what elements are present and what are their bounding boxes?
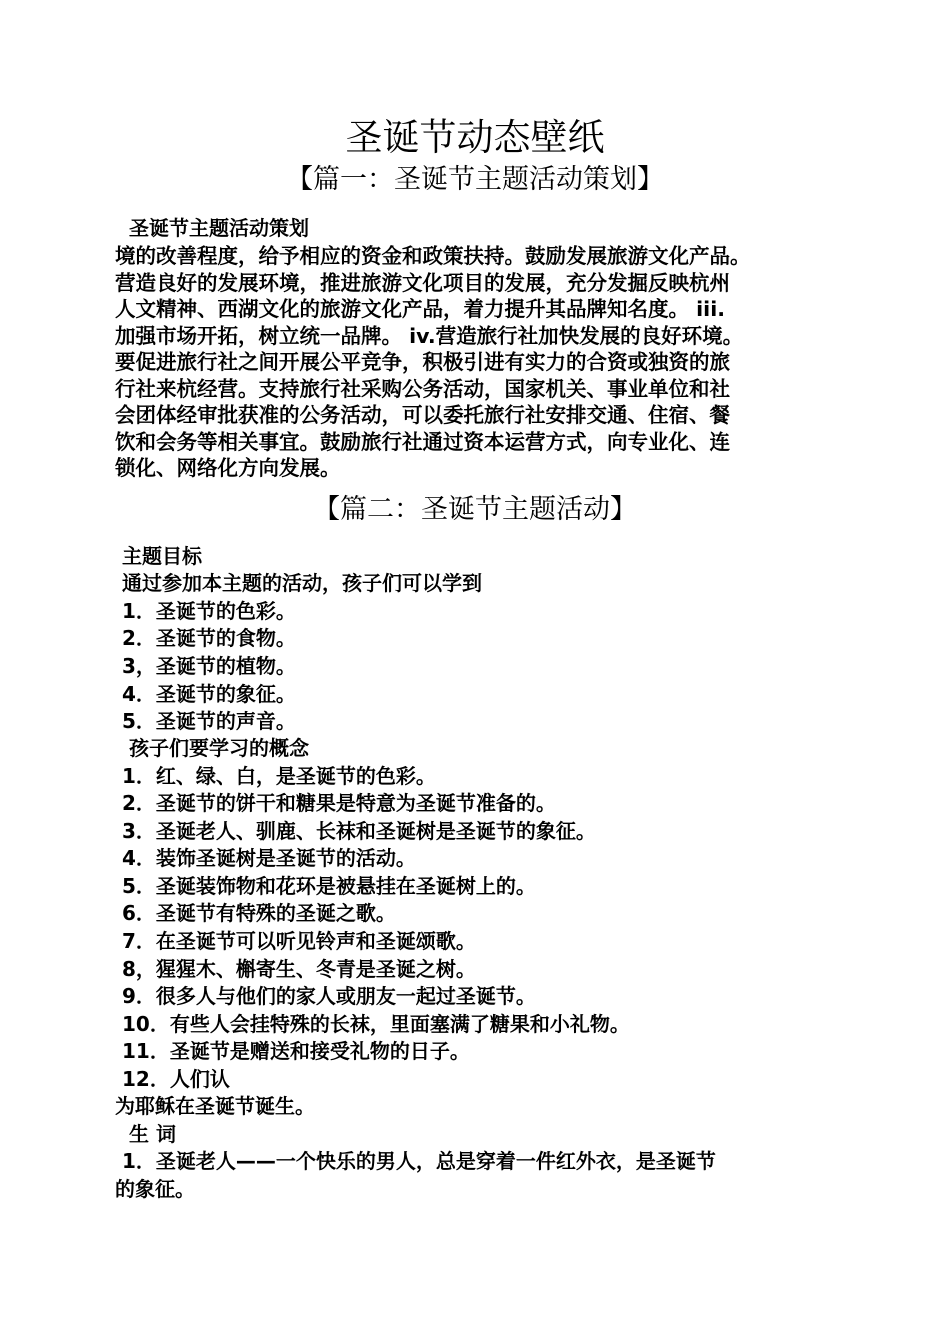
concept-item: 9．很多人与他们的家人或朋友一起过圣诞节。 xyxy=(122,984,536,1008)
concept-item: 8，猩猩木、槲寄生、冬青是圣诞之树。 xyxy=(122,957,476,981)
vocab-item-continuation: 的象征。 xyxy=(115,1177,195,1201)
concept-continuation: 为耶稣在圣诞节诞生。 xyxy=(115,1094,315,1118)
concept-item: 1．红、绿、白，是圣诞节的色彩。 xyxy=(122,764,436,788)
goal-item: 3，圣诞节的植物。 xyxy=(122,654,296,678)
paragraph-line: 加强市场开拓，树立统一品牌。 iv.营造旅行社加快发展的良好环境。 xyxy=(115,323,744,348)
goal-title: 主题目标 xyxy=(122,544,202,568)
concept-item: 12．人们认 xyxy=(122,1067,230,1091)
paragraph-line: 营造良好的发展环境，推进旅游文化项目的发展，充分发掘反映杭州 xyxy=(115,270,730,295)
concept-item: 10．有些人会挂特殊的长袜，里面塞满了糖果和小礼物。 xyxy=(122,1012,630,1036)
vocab-item: 1．圣诞老人——一个快乐的男人，总是穿着一件红外衣，是圣诞节 xyxy=(122,1149,716,1173)
section1-heading: 【篇一：圣诞节主题活动策划】 xyxy=(286,164,664,195)
section2-heading: 【篇二：圣诞节主题活动】 xyxy=(313,494,637,525)
concepts-title: 孩子们要学习的概念 xyxy=(129,736,309,760)
paragraph-line: 人文精神、西湖文化的旅游文化产品，着力提升其品牌知名度。 iii. xyxy=(115,297,726,321)
concept-item: 3．圣诞老人、驯鹿、长袜和圣诞树是圣诞节的象征。 xyxy=(122,819,596,843)
goal-item: 1．圣诞节的色彩。 xyxy=(122,599,296,623)
goal-item: 4．圣诞节的象征。 xyxy=(122,682,296,706)
goal-item: 5．圣诞节的声音。 xyxy=(122,709,296,733)
paragraph-line: 锁化、网络化方向发展。 xyxy=(115,456,341,480)
paragraph-line: 行社来杭经营。支持旅行社采购公务活动，国家机关、事业单位和社 xyxy=(115,376,730,401)
vocab-title: 生 词 xyxy=(129,1122,176,1146)
concept-item: 2．圣诞节的饼干和糖果是特意为圣诞节准备的。 xyxy=(122,791,556,815)
concept-item: 6．圣诞节有特殊的圣诞之歌。 xyxy=(122,901,396,925)
paragraph-line: 会团体经审批获准的公务活动，可以委托旅行社安排交通、住宿、餐 xyxy=(115,403,730,427)
concept-item: 5．圣诞装饰物和花环是被悬挂在圣诞树上的。 xyxy=(122,874,536,898)
paragraph-line: 要促进旅行社之间开展公平竞争，积极引进有实力的合资或独资的旅 xyxy=(115,350,730,374)
document-title: 圣诞节动态壁纸 xyxy=(345,116,605,159)
concept-item: 11．圣诞节是赠送和接受礼物的日子。 xyxy=(122,1039,470,1063)
paragraph-line: 饮和会务等相关事宜。鼓励旅行社通过资本运营方式，向专业化、连 xyxy=(115,429,730,454)
paragraph-line: 境的改善程度，给予相应的资金和政策扶持。鼓励发展旅游文化产品。 xyxy=(115,244,751,268)
concept-item: 4．装饰圣诞树是圣诞节的活动。 xyxy=(122,846,416,870)
section1-paragraph xyxy=(115,243,843,482)
concept-item: 7．在圣诞节可以听见铃声和圣诞颂歌。 xyxy=(122,929,476,953)
goal-intro: 通过参加本主题的活动，孩子们可以学到 xyxy=(122,571,482,595)
goal-item: 2．圣诞节的食物。 xyxy=(122,626,296,650)
section1-subtitle: 圣诞节主题活动策划 xyxy=(129,216,309,240)
